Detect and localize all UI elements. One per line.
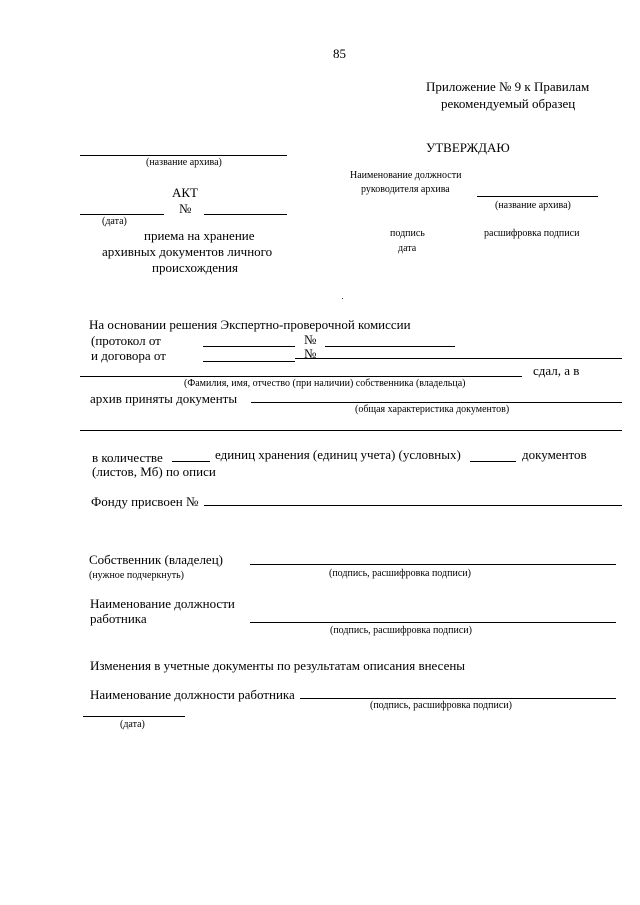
final-date-line bbox=[83, 716, 185, 717]
approve-signature-decode-caption: расшифровка подписи bbox=[484, 228, 580, 239]
quantity-text-2: единиц хранения (единиц учета) (условных) bbox=[215, 447, 461, 462]
basis-text: На основании решения Экспертно-проверочной комиссии bbox=[89, 317, 411, 332]
quantity-text-1: в количестве bbox=[92, 450, 163, 465]
owner-line bbox=[80, 376, 522, 377]
owner-signature-line bbox=[250, 564, 616, 565]
quantity-text-4: (листов, Мб) по описи bbox=[92, 464, 216, 479]
appendix-line-2: рекомендуемый образец bbox=[441, 96, 576, 111]
owner-signature-caption: (подпись, расшифровка подписи) bbox=[329, 568, 471, 579]
approve-position-line-1: Наименование должности bbox=[350, 170, 462, 181]
worker-position-line-1: Наименование должности bbox=[90, 596, 235, 611]
general-caption: (общая характеристика документов) bbox=[355, 404, 510, 415]
act-number-line bbox=[204, 214, 287, 215]
final-signature-line bbox=[300, 698, 616, 699]
fund-number-line bbox=[204, 505, 622, 506]
approve-archive-line bbox=[477, 196, 598, 197]
scan-dot bbox=[342, 298, 343, 299]
act-subtitle-line-3: происхождения bbox=[152, 260, 238, 275]
page-number: 85 bbox=[333, 46, 346, 61]
approve-position-line-2: руководителя архива bbox=[361, 184, 450, 195]
worker-position-line-2: работника bbox=[90, 611, 147, 626]
protocol-text: (протокол от bbox=[91, 333, 161, 348]
owner-caption: (Фамилия, имя, отчество (при наличии) собственника (владельца) bbox=[184, 378, 466, 389]
quantity-docs-line bbox=[470, 461, 516, 462]
approve-title: УТВЕРЖДАЮ bbox=[426, 140, 510, 155]
act-date-line bbox=[80, 214, 164, 215]
approve-date-caption: дата bbox=[398, 243, 417, 254]
quantity-units-line bbox=[172, 461, 210, 462]
approve-signature-caption: подпись bbox=[390, 228, 425, 239]
archive-name-caption: (название архива) bbox=[146, 157, 222, 168]
general-line bbox=[251, 402, 622, 403]
protocol-number-line bbox=[325, 346, 455, 347]
protocol-date-line bbox=[203, 346, 295, 347]
protocol-number-sign: № bbox=[304, 332, 317, 347]
act-subtitle-line-1: приема на хранение bbox=[144, 228, 255, 243]
act-number-sign: № bbox=[179, 201, 192, 216]
fund-text: Фонду присвоен № bbox=[91, 494, 199, 509]
approve-archive-caption: (название архива) bbox=[495, 200, 571, 211]
worker-signature-line bbox=[250, 622, 616, 623]
act-date-caption: (дата) bbox=[102, 216, 127, 227]
contract-date-line bbox=[203, 361, 295, 362]
accepted-text: архив приняты документы bbox=[90, 391, 238, 406]
general-line-2 bbox=[80, 430, 622, 431]
owner-signature-label: Собственник (владелец) bbox=[89, 552, 223, 567]
handed-text: сдал, а в bbox=[533, 363, 580, 378]
appendix-line-1: Приложение № 9 к Правилам bbox=[426, 79, 590, 94]
owner-signature-note: (нужное подчеркнуть) bbox=[89, 570, 184, 581]
quantity-text-3: документов bbox=[522, 447, 587, 462]
contract-number-sign: № bbox=[304, 346, 317, 361]
worker-signature-caption: (подпись, расшифровка подписи) bbox=[330, 625, 472, 636]
archive-name-line bbox=[80, 155, 287, 156]
final-signature-caption: (подпись, расшифровка подписи) bbox=[370, 700, 512, 711]
act-subtitle-line-2: архивных документов личного bbox=[102, 244, 273, 259]
final-date-caption: (дата) bbox=[120, 719, 145, 730]
final-worker-label: Наименование должности работника bbox=[90, 687, 295, 702]
changes-text: Изменения в учетные документы по результатам описания внесены bbox=[90, 658, 466, 673]
contract-number-line bbox=[295, 358, 622, 359]
contract-text: и договора от bbox=[91, 348, 166, 363]
act-title: АКТ bbox=[172, 185, 198, 200]
